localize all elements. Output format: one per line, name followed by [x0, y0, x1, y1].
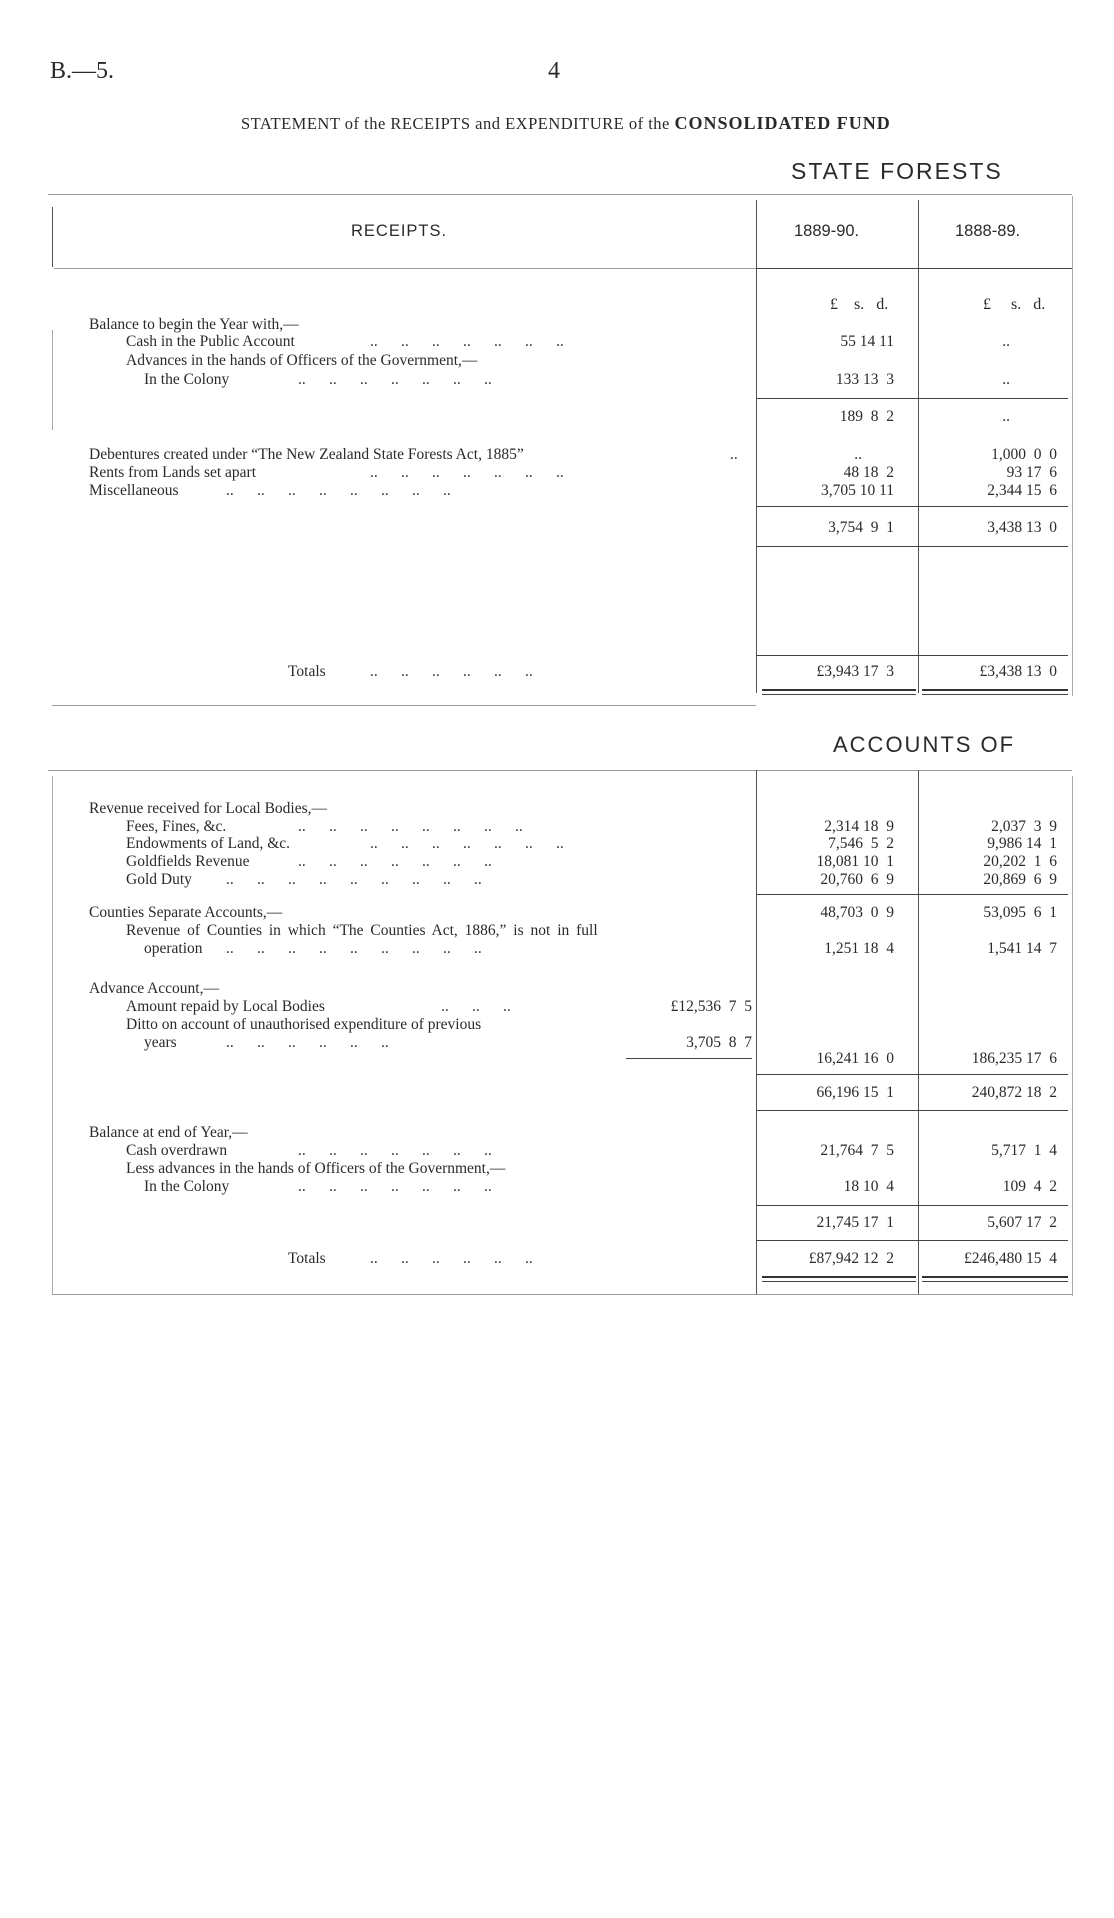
totals-row [0, 663, 1114, 681]
row-label: In the Colony [144, 1178, 230, 1195]
table-row [0, 371, 1114, 389]
leader-dots: .. .. .. .. .. .. .. [370, 333, 564, 350]
amount-1889-90: 55 14 11 [840, 333, 894, 350]
unit-pence: d. [876, 296, 889, 313]
leader-dots: .. .. .. .. .. .. .. [298, 371, 492, 388]
total-1889-90: £3,943 17 3 [816, 663, 894, 680]
row-label: Cash overdrawn [126, 1142, 228, 1159]
amount-1888-89: .. [1002, 333, 1010, 350]
amount-1889-90: .. [854, 446, 862, 463]
row-label: Goldfields Revenue [126, 853, 250, 870]
unit-shilling: s. [1011, 296, 1022, 313]
page-number: 4 [548, 58, 560, 84]
leader-dots: .. .. .. .. .. .. .. [298, 1178, 492, 1195]
table-row [0, 446, 1114, 464]
amount-1888-89: 1,541 14 7 [987, 940, 1057, 957]
amount-1889-90: 21,764 7 5 [820, 1142, 894, 1159]
amount-1888-89: 9,986 14 1 [987, 835, 1057, 852]
table-row [0, 316, 1114, 334]
row-label: operation [144, 940, 203, 957]
row-label: Endowments of Land, &c. [126, 835, 291, 852]
row-label: Revenue of Counties in which “The Counties Act, 1886,” is not in full [126, 922, 598, 939]
row-label: Revenue received for Local Bodies,— [89, 800, 328, 817]
table-row [0, 352, 1114, 370]
row-label: Advance Account,— [89, 980, 219, 997]
row-label: Cash in the Public Account [126, 333, 295, 350]
amount-1889-90: 21,745 17 1 [816, 1214, 894, 1231]
leader-dots: .. .. .. .. .. .. .. .. [226, 482, 451, 499]
table-row [0, 1016, 1114, 1034]
amount-1889-90: 3,705 10 11 [820, 482, 894, 499]
row-label: Ditto on account of unauthorised expenditure of previous [126, 1016, 482, 1033]
table-row [0, 333, 1114, 351]
table-row [0, 408, 1114, 426]
amount-1889-90: 133 13 3 [835, 371, 894, 388]
table-row [0, 1084, 1114, 1102]
amount-1889-90: 1,251 18 4 [824, 940, 894, 957]
amount-1888-89: 53,095 6 1 [983, 904, 1057, 921]
amount-1889-90: 2,314 18 9 [824, 818, 894, 835]
amount-1888-89: 20,869 6 9 [983, 871, 1057, 888]
section-title-accounts-of: ACCOUNTS OF [833, 732, 1016, 757]
table-row [0, 1160, 1114, 1178]
row-label: Debentures created under “The New Zealand State Forests Act, 1885” [89, 446, 524, 463]
leader-dots: .. .. .. .. .. .. .. .. .. [226, 871, 482, 888]
amount-1888-89: .. [1002, 408, 1010, 425]
leader-dots: .. .. .. .. .. .. [226, 1034, 389, 1051]
amount-1889-90: 18 10 4 [843, 1178, 894, 1195]
table-row [0, 1124, 1114, 1142]
row-label: Rents from Lands set apart [89, 464, 257, 481]
row-label: years [144, 1034, 177, 1051]
inner-amount: £12,536 7 5 [670, 998, 752, 1015]
statement-fund: CONSOLIDATED FUND [674, 113, 891, 133]
totals-label: Totals [288, 1250, 326, 1267]
amount-1888-89: 93 17 6 [1006, 464, 1057, 481]
units-1889-90 [830, 296, 888, 314]
units-1888-89 [983, 296, 1045, 314]
table-row [0, 800, 1114, 818]
amount-1888-89: 20,202 1 6 [983, 853, 1057, 870]
unit-pound: £ [830, 296, 838, 313]
total-1888-89: £3,438 13 0 [979, 663, 1057, 680]
unit-pound: £ [983, 296, 991, 313]
col-header-receipts: RECEIPTS. [351, 222, 448, 240]
amount-1888-89: 109 4 2 [1002, 1178, 1057, 1195]
table-row [0, 904, 1114, 922]
statement-title [241, 113, 891, 134]
col-header-1888-89: 1888-89. [955, 222, 1021, 240]
table-row [0, 519, 1114, 537]
amount-1889-90: 48 18 2 [843, 464, 894, 481]
table-row [0, 940, 1114, 958]
table-row [0, 922, 1114, 940]
amount-1889-90: 20,760 6 9 [820, 871, 894, 888]
table-row [0, 482, 1114, 500]
leader-dots: .. .. .. [441, 998, 511, 1015]
inner-amount: 3,705 8 7 [686, 1034, 752, 1051]
unit-shilling: s. [854, 296, 865, 313]
page-ref: B.—5. [50, 58, 115, 84]
table-row [0, 835, 1114, 853]
amount-1889-90: 189 8 2 [839, 408, 894, 425]
row-label: Amount repaid by Local Bodies [126, 998, 325, 1015]
table-row [0, 980, 1114, 998]
amount-1888-89: 2,037 3 9 [991, 818, 1057, 835]
table-row [0, 1178, 1114, 1196]
amount-1889-90: 3,754 9 1 [828, 519, 894, 536]
leader-dots: .. .. .. .. .. .. .. [298, 1142, 492, 1159]
leader-dots: .. .. .. .. .. .. .. [298, 853, 492, 870]
table-row [0, 818, 1114, 836]
total-1889-90: £87,942 12 2 [808, 1250, 894, 1267]
amount-1889-90: 66,196 15 1 [816, 1084, 894, 1101]
amount-1888-89: 1,000 0 0 [991, 446, 1057, 463]
amount-1888-89: 240,872 18 2 [971, 1084, 1057, 1101]
row-label: Less advances in the hands of Officers of the Government,— [126, 1160, 506, 1177]
row-label: Fees, Fines, &c. [126, 818, 227, 835]
table-row [0, 998, 1114, 1016]
row-label: Gold Duty [126, 871, 192, 888]
total-1888-89: £246,480 15 4 [964, 1250, 1057, 1267]
row-label: In the Colony [144, 371, 230, 388]
table-row [0, 1050, 1114, 1068]
leader-dots: .. .. .. .. .. .. .. [370, 464, 564, 481]
leader-dots: .. .. .. .. .. .. .. .. .. [226, 940, 482, 957]
leader-dots: .. .. .. .. .. .. [370, 663, 533, 680]
row-label: Miscellaneous [89, 482, 179, 499]
table-row [0, 853, 1114, 871]
totals-row [0, 1250, 1114, 1268]
amount-1888-89: .. [1002, 371, 1010, 388]
leader-dots: .. .. .. .. .. .. [370, 1250, 533, 1267]
amount-1889-90: 48,703 0 9 [820, 904, 894, 921]
leader-dots: .. .. .. .. .. .. .. [370, 835, 564, 852]
amount-1889-90: 7,546 5 2 [828, 835, 894, 852]
amount-1888-89: 186,235 17 6 [971, 1050, 1057, 1067]
row-label: Advances in the hands of Officers of the Government,— [126, 352, 478, 369]
table-row [0, 1214, 1114, 1232]
unit-pence: d. [1033, 296, 1046, 313]
table-row [0, 871, 1114, 889]
totals-label: Totals [288, 663, 326, 680]
table-row [0, 1142, 1114, 1160]
amount-1889-90: 16,241 16 0 [816, 1050, 894, 1067]
leader-dots: .. .. .. .. .. .. .. .. [298, 818, 523, 835]
section-title-state-forests: STATE FORESTS [791, 158, 1003, 184]
col-header-1889-90: 1889-90. [794, 222, 860, 240]
amount-1888-89: 5,607 17 2 [987, 1214, 1057, 1231]
amount-1889-90: 18,081 10 1 [816, 853, 894, 870]
row-label: Balance to begin the Year with,— [89, 316, 299, 333]
statement-prefix: STATEMENT of the RECEIPTS and EXPENDITURE of the [241, 114, 670, 133]
row-label: Counties Separate Accounts,— [89, 904, 283, 921]
leader-dots: .. [730, 446, 738, 463]
amount-1888-89: 3,438 13 0 [987, 519, 1057, 536]
amount-1888-89: 2,344 15 6 [987, 482, 1057, 499]
amount-1888-89: 5,717 1 4 [991, 1142, 1057, 1159]
row-label: Balance at end of Year,— [89, 1124, 248, 1141]
table-row [0, 464, 1114, 482]
